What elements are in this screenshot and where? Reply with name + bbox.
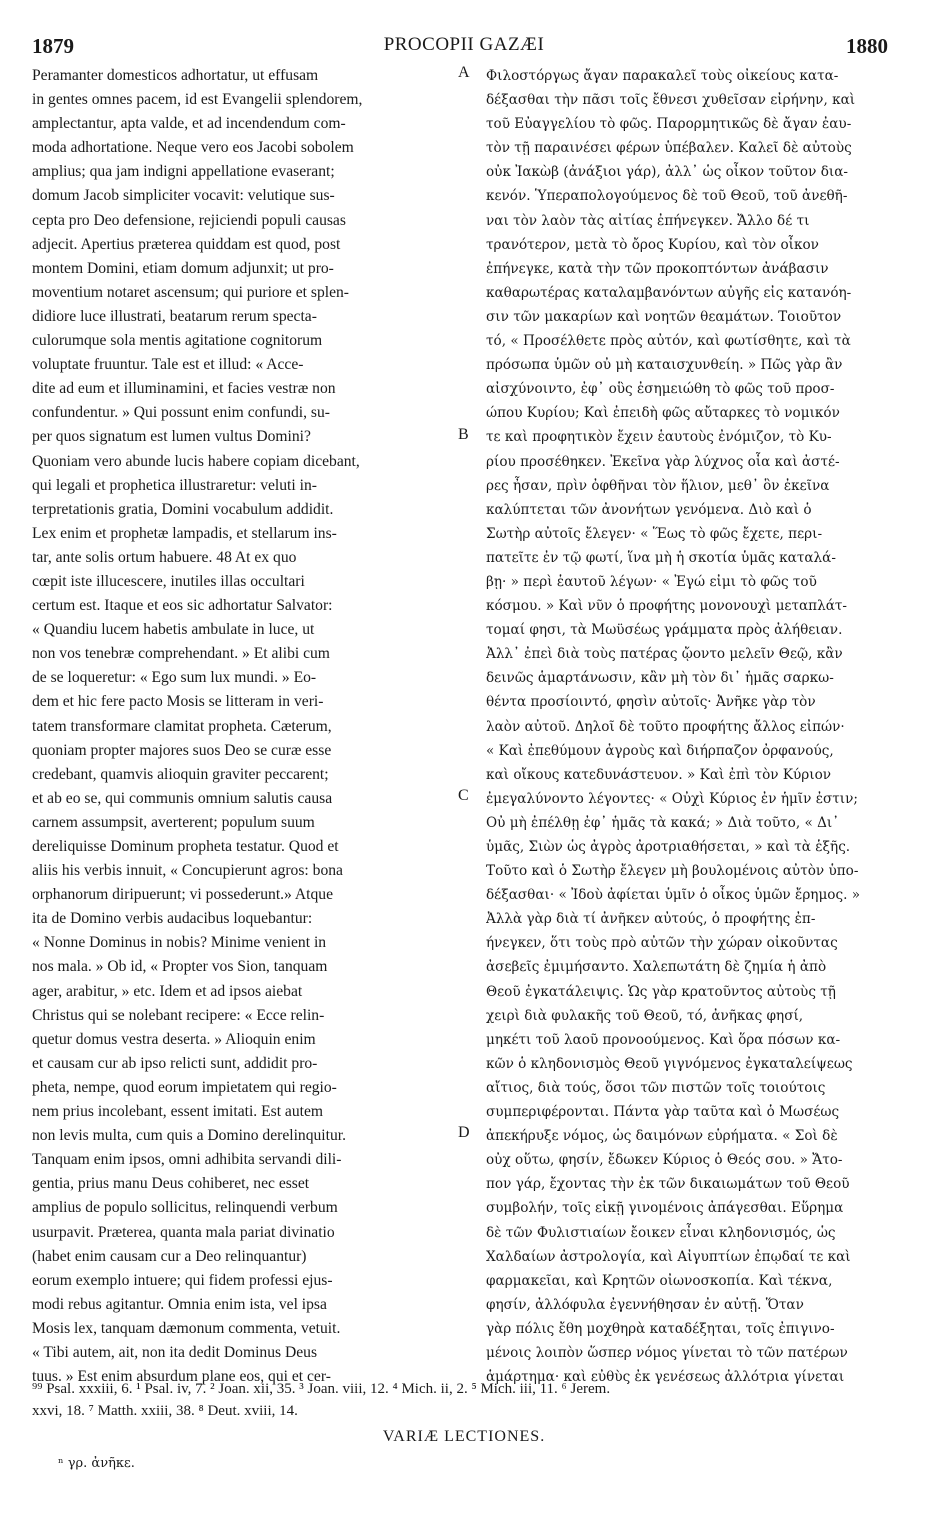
right-page-number: 1880 xyxy=(846,34,888,58)
greek-text-line: ώπου Κυρίου; Καὶ ἐπειδὴ φῶς αὔταρκες τὸ νομικόν xyxy=(486,405,840,422)
footnote-line: xxvi, 18. ⁷ Matth. xxiii, 38. ⁸ Deut. xviii, 14. xyxy=(32,1403,298,1419)
greek-text-line: ἀπεκήρυξε νόμος, ὡς δαιμόνων εὑρήματα. « Σοὶ δὲ xyxy=(486,1128,838,1145)
greek-text-line: φησίν, ἀλλόφυλα ἐγεννήθησαν ἐν αὐτῇ. Ὅταν xyxy=(486,1296,804,1313)
greek-text-line: τρανότερον, μετὰ τὸ ὄρος Κυρίου, καὶ τὸν οἶκον xyxy=(486,236,819,253)
latin-text-line: dite ad eum et illuminamini, et facies vestræ non xyxy=(32,380,336,398)
greek-text-line: δεινῶς ἁμαρτάνωσιν, κἂν μὴ τὸν δι᾽ ἡμᾶς σαρκω- xyxy=(486,670,834,687)
latin-text-line: amplectantur, apta valde, et ad incendendum com- xyxy=(32,115,346,133)
greek-text-line: συμπεριφέρονται. Πάντα γὰρ ταῦτα καὶ ὁ Μωσέως xyxy=(486,1104,840,1121)
greek-text-line: Σωτὴρ αὐτοῖς ἔλεγεν· « Ἕως τὸ φῶς ἔχετε, περι- xyxy=(486,525,823,542)
latin-text-line: dereliquisse Dominum propheta testatur. Quod et xyxy=(32,838,339,855)
greek-text-line: μένοις λοιπὸν ὥσπερ νόμος γίνεται τὸ τῶν πατέρων xyxy=(486,1344,848,1361)
latin-text-line: Christus qui se nolebant recipere: « Ecce relin- xyxy=(32,1006,325,1024)
greek-text-line: Ἀλλὰ γὰρ διὰ τί ἀνῆκεν αὐτούς, ὁ προφήτης ἐπ- xyxy=(486,911,816,928)
latin-text-line: moda adhortatione. Neque vero eos Jacobi sobolem xyxy=(32,139,354,157)
latin-text-line: carnem assumpsit, averterent; populum suum xyxy=(32,813,315,831)
latin-text-line: et causam cur ab ipso relicti sunt, addidit pro- xyxy=(32,1054,318,1072)
greek-text-line: πατεῖτε ἐν τῷ φωτί, ἵνα μὴ ἡ σκοτία ὑμᾶς καταλά- xyxy=(486,549,836,566)
greek-text-line: γὰρ πόλις ἔθη μοχθηρὰ καταδέξηται, τοῖς ἐπιγινο- xyxy=(486,1320,835,1337)
latin-column xyxy=(32,64,456,1389)
greek-text-line: Ἀλλ᾽ ἐπεὶ διὰ τοὺς πατέρας ᾤοντο μελεῖν Θεῷ, κἂν xyxy=(486,646,843,663)
latin-text-line: credebant, quamvis alioquin graviter peccarent; xyxy=(32,765,329,783)
latin-text-line: tuus. » Est enim absurdum plane eos, qui et cer- xyxy=(32,1368,331,1386)
latin-text-line: pheta, nempe, quod eorum impietatem qui regio- xyxy=(32,1078,337,1096)
section-letter: B xyxy=(458,425,469,443)
latin-text-line: certum est. Itaque et eos sic adhortatur Salvator: xyxy=(32,597,333,615)
left-page-number: 1879 xyxy=(32,34,74,58)
greek-text-line: καὶ οἴκους κατεδυνάστευον. » Καὶ ἐπὶ τὸν Κύριον xyxy=(486,766,832,783)
greek-text-line: αἴτιος, διὰ τούς, ὅσοι τῶν πιστῶν τοῖς τοιούτοις xyxy=(486,1079,826,1096)
latin-text-line: Quoniam vero abunde lucis habere copiam dicebant, xyxy=(32,452,360,470)
greek-text-line: αἰσχύνοιντο, ἐφ᾽ οὓς ἐσημειώθη τὸ φῶς τοῦ προσ- xyxy=(486,381,835,398)
greek-text-line: καθαρωτέρας καταλαμβανόντων αὐγῆς εἰς κατανόη- xyxy=(486,284,852,301)
greek-text-line: Τοῦτο καὶ ὁ Σωτὴρ ἔλεγεν μὴ βουλομένοις αὐτὸν ὑπο- xyxy=(486,863,859,880)
greek-text-line: ναι τὸν λαὸν τὰς αἰτίας ἐπήνεγκεν. Ἄλλο δέ τι xyxy=(486,212,810,229)
greek-text-line: « Καὶ ἐπεθύμουν ἀγροὺς καὶ διήρπαζον ὀρφανούς, xyxy=(486,742,834,759)
greek-text-line: πον γάρ, ἔχοντας τὴν ἐκ τῶν δικαιωμάτων τοῦ Θεοῦ xyxy=(486,1176,850,1193)
latin-text-line: in gentes omnes pacem, id est Evangelii splendorem, xyxy=(32,91,363,109)
latin-text-line: ita de Domino verbis audacibus loquebantur: xyxy=(32,910,313,928)
latin-text-line: domum Jacob simpliciter vocavit: velutique sus- xyxy=(32,187,335,205)
latin-text-line: ager, arabitur, » etc. Idem et ad ipsos aiebat xyxy=(32,982,303,1000)
latin-text-line: qui legali et prophetica illustraretur: veluti in- xyxy=(32,476,317,494)
greek-text-line: δέξασθαι· « Ἰδοὺ ἀφίεται ὑμῖν ὁ οἶκος ὑμῶν ἔρημος. » xyxy=(486,887,861,904)
greek-text-line: δὲ τῶν Φυλιστιαίων ἔοικεν εἶναι κληδονισμός, ὡς xyxy=(486,1224,836,1241)
greek-text-line: οὐκ Ἰακὼβ (ἀνάξιοι γάρ), ἀλλ᾽ ὡς οἶκον τοῦτον δια- xyxy=(486,164,848,181)
latin-text-line: adjecit. Apertius præterea quiddam est quod, post xyxy=(32,235,341,253)
latin-text-line: cœpit iste illucescere, inutiles illas occultari xyxy=(32,572,305,590)
latin-text-line: et ab eo se, qui communis omnium salutis causa xyxy=(32,789,333,807)
latin-text-line: « Quandiu lucem habetis ambulate in luce, ut xyxy=(32,621,315,639)
latin-text-line: cepta pro Deo defensione, rejiciendi populi causas xyxy=(32,211,346,229)
latin-text-line: dem et hic fere pacto Mosis se litteram in veri- xyxy=(32,693,324,711)
greek-text-line: Θεοῦ ἐγκατάλειψις. Ὡς γὰρ κρατοῦντος αὐτοὺς τῇ xyxy=(486,983,836,1000)
greek-text-line: θέντα προσίοιντό, φησὶν αὐτοῖς· Ἀνῆκε γὰρ τὸν xyxy=(486,694,816,711)
greek-text-line: λαὸν αὐτοῦ. Δηλοῖ δὲ τοῦτο προφήτης ἄλλος εἰπών· xyxy=(486,718,845,735)
latin-text-line: (habet enim causam cur a Deo relinquantur) xyxy=(32,1247,307,1265)
latin-text-line: culorumque sola mentis agitatione cognitorum xyxy=(32,332,323,350)
latin-text-line: Peramanter domesticos adhortatur, ut effusam xyxy=(32,67,319,84)
greek-text-line: κῶν ὁ κληδονισμὸς Θεοῦ γιγνόμενος ἐγκαταλείψεως xyxy=(486,1055,853,1072)
latin-text-line: orphanorum diripuerunt; vi possederunt.» Atque xyxy=(32,886,333,904)
latin-text-line: amplius; qua jam indigni appellatione evaserant; xyxy=(32,163,335,181)
variae-note: ⁿ γρ. ἀνῆκε. xyxy=(58,1456,135,1471)
section-letter: C xyxy=(458,787,469,804)
latin-text-line: terpretationis gratia, Domini vocabulum addidit. xyxy=(32,500,334,518)
running-title: PROCOPII GAZÆI xyxy=(383,34,545,55)
greek-text-line: ὑμᾶς, Σιὼν ὡς ἀγρὸς ἀροτριαθήσεται, » καὶ τὰ ἑξῆς. xyxy=(486,839,851,855)
footnote-line: ⁹⁹ Psal. xxxiii, 6. ¹ Psal. iv, 7. ² Joan. xii, 35. ³ Joan. viii, 12. ⁴ Mich. ii, 2. ⁵ Mich. iii, 11. ⁶ Jerem. xyxy=(32,1381,611,1397)
latin-text-line: aliis his verbis innuit, « Concupierunt agros: bona xyxy=(32,862,343,880)
latin-text-line: « Nonne Dominus in nobis? Minime venient in xyxy=(32,934,327,952)
latin-text-line: voluptate fruuntur. Tale est et illud: « Acce- xyxy=(32,356,304,374)
latin-text-line: modi rebus agitantur. Omnia enim ista, vel ipsa xyxy=(32,1295,327,1313)
greek-text-line: καλύπτεται τῶν ἀνονήτων γενόμενα. Διὸ καὶ ὁ xyxy=(486,501,812,518)
latin-text-line: eorum exemplo intuere; qui fidem professi ejus- xyxy=(32,1271,333,1289)
greek-text-line: τοῦ Εὐαγγελίου τὸ φῶς. Παρορμητικῶς δὲ ἄγαν ἐαυ- xyxy=(486,116,852,133)
greek-text-line: κενόν. Ὑπεραπολογούμενος δὲ τοῦ Θεοῦ, τοῦ ἀνεθῆ- xyxy=(486,188,848,205)
greek-text-line: ρίου προσέθηκεν. Ἐκεῖνα γὰρ λύχνος οἷα καὶ ἀστέ- xyxy=(486,453,840,470)
greek-text-line: τομαί φησι, τὰ Μωϋσέως γράμματα πρὸς ἀλήθειαν. xyxy=(486,622,843,639)
greek-text-line: ἐμεγαλύνοντο λέγοντες· « Οὐχὶ Κύριος ἐν ἡμῖν ἐστιν; xyxy=(486,790,858,807)
latin-text-line: nem prius incolebant, essent imitati. Est autem xyxy=(32,1103,324,1121)
latin-text-line: Tanquam enim ipsos, omni adhibita servandi dili- xyxy=(32,1151,342,1169)
greek-text-line: ἁμάρτημα· καὶ εὐθὺς ἐκ γενέσεως ἀλλότρια γίνεται xyxy=(486,1369,845,1386)
greek-text-line: κόσμου. » Καὶ νῦν ὁ προφήτης μονονουχὶ μεταπλάτ- xyxy=(486,598,847,615)
greek-text-line: φαρμακεῖαι, καὶ Κρητῶν οἰωνοσκοπία. Καὶ τέκνα, xyxy=(486,1272,833,1289)
greek-text-line: ρες ἦσαν, πρὶν ὀφθῆναι τὸν ἥλιον, μεθ᾽ ὃν ἐκεῖνα xyxy=(486,477,830,494)
greek-text-line: τὸν τῇ παραινέσει φέρων ὑπέβαλεν. Καλεῖ δὲ αὐτοὺς xyxy=(486,140,852,157)
latin-text-line: quoniam propter majores suos Deo se curæ esse xyxy=(32,741,332,759)
latin-text-line: confundentur. » Qui possunt enim confundi, su- xyxy=(32,404,330,422)
latin-text-line: tar, ante solis ortum habuere. 48 At ex quo xyxy=(32,548,297,566)
latin-text-line: montem Domini, etiam domum adjunxit; ut pro- xyxy=(32,259,334,277)
latin-text-line: usurpavit. Præterea, quanta mala pariat divinatio xyxy=(32,1223,335,1241)
latin-text-line: de se loqueretur: « Ego sum lux mundi. » Eo- xyxy=(32,669,317,687)
footnotes xyxy=(32,1378,902,1422)
greek-text-line: μηκέτι τοῦ λαοῦ προνοούμενος. Καὶ ὅρα πόσων κα- xyxy=(486,1031,841,1048)
latin-text-line: non vos tenebræ comprehendant. » Et alibi cum xyxy=(32,645,330,663)
greek-text-line: ἀσεβεῖς ἐμιμήσαντο. Χαλεπωτάτη δὲ ζημία ἡ ἀπὸ xyxy=(486,959,827,976)
latin-text-line: gentia, prius manu Deus cohiberet, nec esset xyxy=(32,1175,310,1193)
latin-text-line: amplius de populo sollicitus, relinquendi verbum xyxy=(32,1199,338,1217)
greek-text-line: τό, « Προσέλθετε πρὸς αὐτόν, καὶ φωτίσθητε, καὶ τὰ xyxy=(486,333,851,350)
greek-text-line: συμβολήν, τοῖς εἰκῇ γινομένοις ἀπάγεσθαι. Εὕρημα xyxy=(486,1200,844,1217)
latin-text-line: « Tibi autem, ait, non ita dedit Dominus Deus xyxy=(32,1343,318,1361)
greek-text-line: Χαλδαίων ἀστρολογία, καὶ Αἰγυπτίων ἐπῳδαί τε καὶ xyxy=(486,1248,851,1265)
variae-heading: VARIÆ LECTIONES. xyxy=(382,1428,546,1445)
section-letter: D xyxy=(458,1124,470,1142)
greek-text-line: Οὐ μὴ ἐπέλθῃ ἐφ᾽ ἡμᾶς τὰ κακά; » Διὰ τοῦτο, « Δι᾽ xyxy=(486,814,840,831)
latin-text-line: tatem transformare clamitat propheta. Cæterum, xyxy=(32,717,332,735)
latin-text-line: Mosis lex, tanquam dæmonum commenta, vetuit. xyxy=(32,1319,341,1337)
greek-text-line: βῃ· » περὶ ἑαυτοῦ λέγων· « Ἐγώ εἰμι τὸ φῶς τοῦ xyxy=(486,573,817,590)
latin-text-line: Lex enim et prophetæ lampadis, et stellarum ins- xyxy=(32,524,337,542)
latin-text-line: nos mala. » Ob id, « Propter vos Sion, tanquam xyxy=(32,958,328,976)
latin-text-line: non levis multa, cum quis a Domino derelinquitur. xyxy=(32,1127,346,1145)
greek-text-line: δέξασθαι τὴν πᾶσι τοῖς ἔθνεσι χυθεῖσαν εἰρήνην, καὶ xyxy=(486,92,856,109)
latin-text-line: quetur domus vestra deserta. » Alioquin enim xyxy=(32,1030,316,1048)
greek-text-line: τε καὶ προφητικὸν ἔχειν ἑαυτοὺς ἐνόμιζον, τὸ Κυ- xyxy=(486,429,832,446)
greek-text-line: Φιλοστόργως ἄγαν παρακαλεῖ τοὺς οἰκείους κατα- xyxy=(486,68,839,84)
greek-text-line: σιν τῶν μακαρίων καὶ νοητῶν θεαμάτων. Τοιοῦτον xyxy=(486,308,842,325)
greek-column xyxy=(486,64,896,1389)
latin-text-line: per quos signatum est lumen vultus Domini? xyxy=(32,428,311,446)
latin-text-line: moventium notaret ascensum; qui puriore et splen- xyxy=(32,283,349,301)
greek-text-line: χειρὶ διὰ φυλακῆς τοῦ Θεοῦ, τό, ἀνῆκας φησί, xyxy=(486,1007,804,1024)
greek-text-line: πρόσωπα ὑμῶν οὐ μὴ καταισχυνθείη. » Πῶς γὰρ ἂν xyxy=(486,357,843,374)
latin-text-line: didiore luce illustrati, beatarum rerum specta- xyxy=(32,307,317,325)
greek-text-line: ήνεγκεν, ὅτι τοὺς πρὸ αὐτῶν τὴν χώραν οἰκοῦντας xyxy=(486,935,838,952)
section-letter: A xyxy=(458,64,470,81)
greek-text-line: ἐπήνεγκε, κατὰ τὴν τῶν προκοπτόντων ἀνάβασιν xyxy=(486,260,829,277)
greek-text-line: οὐχ οὕτω, φησίν, ἔδωκεν Κύριος ὁ Θεός σου. » Ἄτο- xyxy=(486,1152,843,1169)
